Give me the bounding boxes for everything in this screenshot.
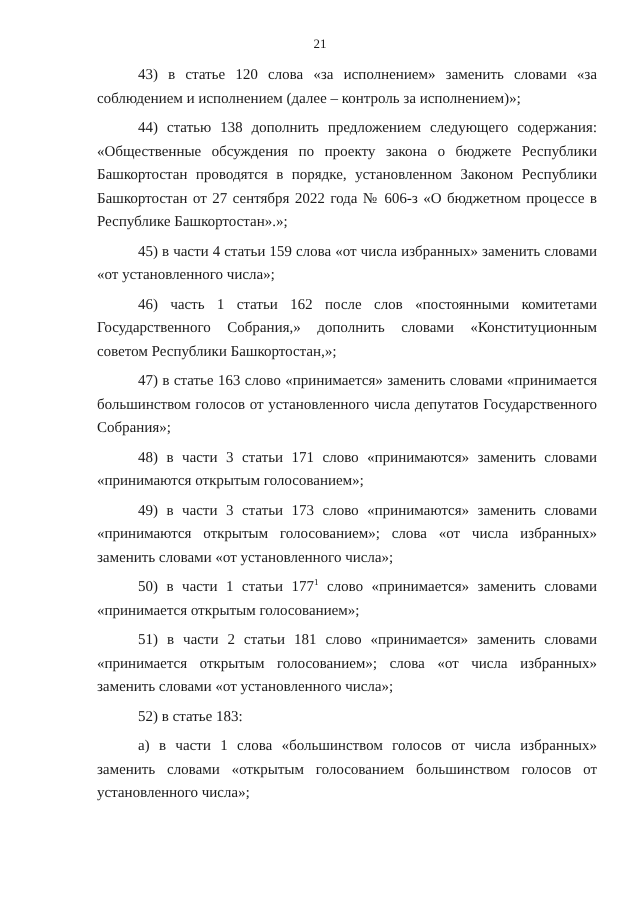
paragraph-item-45: 45) в части 4 статьи 159 слова «от числа избранных» заменить словами «от установленного числа»; xyxy=(97,243,597,283)
page-number: 21 xyxy=(313,36,327,51)
paragraph-item-44: 44) статью 138 дополнить предложением следующего содержания: «Общественные обсуждения по проекту закона о бюджете Республики Башкортостан проводятся в порядке, установленном Законом Республики Башкортостан от 27 сентября 2022 года № 606-з «О бюджетном процессе в Республике Башкортостан».»; xyxy=(97,120,597,230)
paragraph-item-46: 46) часть 1 статьи 162 после слов «постоянными комитетами Государственного Собрания,» дополнить словами «Конституционным советом Республики Башкортостан,»; xyxy=(97,296,597,360)
paragraph-item-47: 47) в статье 163 слово «принимается» заменить словами «принимается большинством голосов от установленного числа депутатов Государственного Собрания»; xyxy=(97,373,597,436)
paragraph-item-49: 49) в части 3 статьи 173 слово «принимаются» заменить словами «принимаются открытым голосованием»; слова «от числа избранных» заменить словами «от установленного числа»; xyxy=(97,502,597,566)
paragraph-item-52: 52) в статье 183: xyxy=(138,708,243,725)
paragraph-item-51: 51) в части 2 статьи 181 слово «принимается» заменить словами «принимается открытым голосованием»; слова «от числа избранных» заменить словами «от установленного числа»; xyxy=(97,632,597,695)
paragraph-item-48: 48) в части 3 статьи 171 слово «принимаются» заменить словами «принимаются открытым голосованием»; xyxy=(97,449,597,489)
document-body xyxy=(97,64,597,812)
paragraph-item-43: 43) в статье 120 слова «за исполнением» заменить словами «за соблюдением и исполнением (далее – контроль за исполнением)»; xyxy=(97,67,597,107)
paragraph-50-text-before: 50) в части 1 статьи 177 xyxy=(138,579,314,595)
paragraph-item-50 xyxy=(97,576,597,629)
paragraph-subitem-a: а) в части 1 слова «большинством голосов от числа избранных» заменить словами «открытым голосованием большинством голосов от установленного числа»; xyxy=(97,738,597,801)
paragraph-50-text-after: слово «принимается» заменить словами «принимается открытым голосованием»; xyxy=(97,579,598,619)
article-superscript: 1 xyxy=(313,577,319,587)
